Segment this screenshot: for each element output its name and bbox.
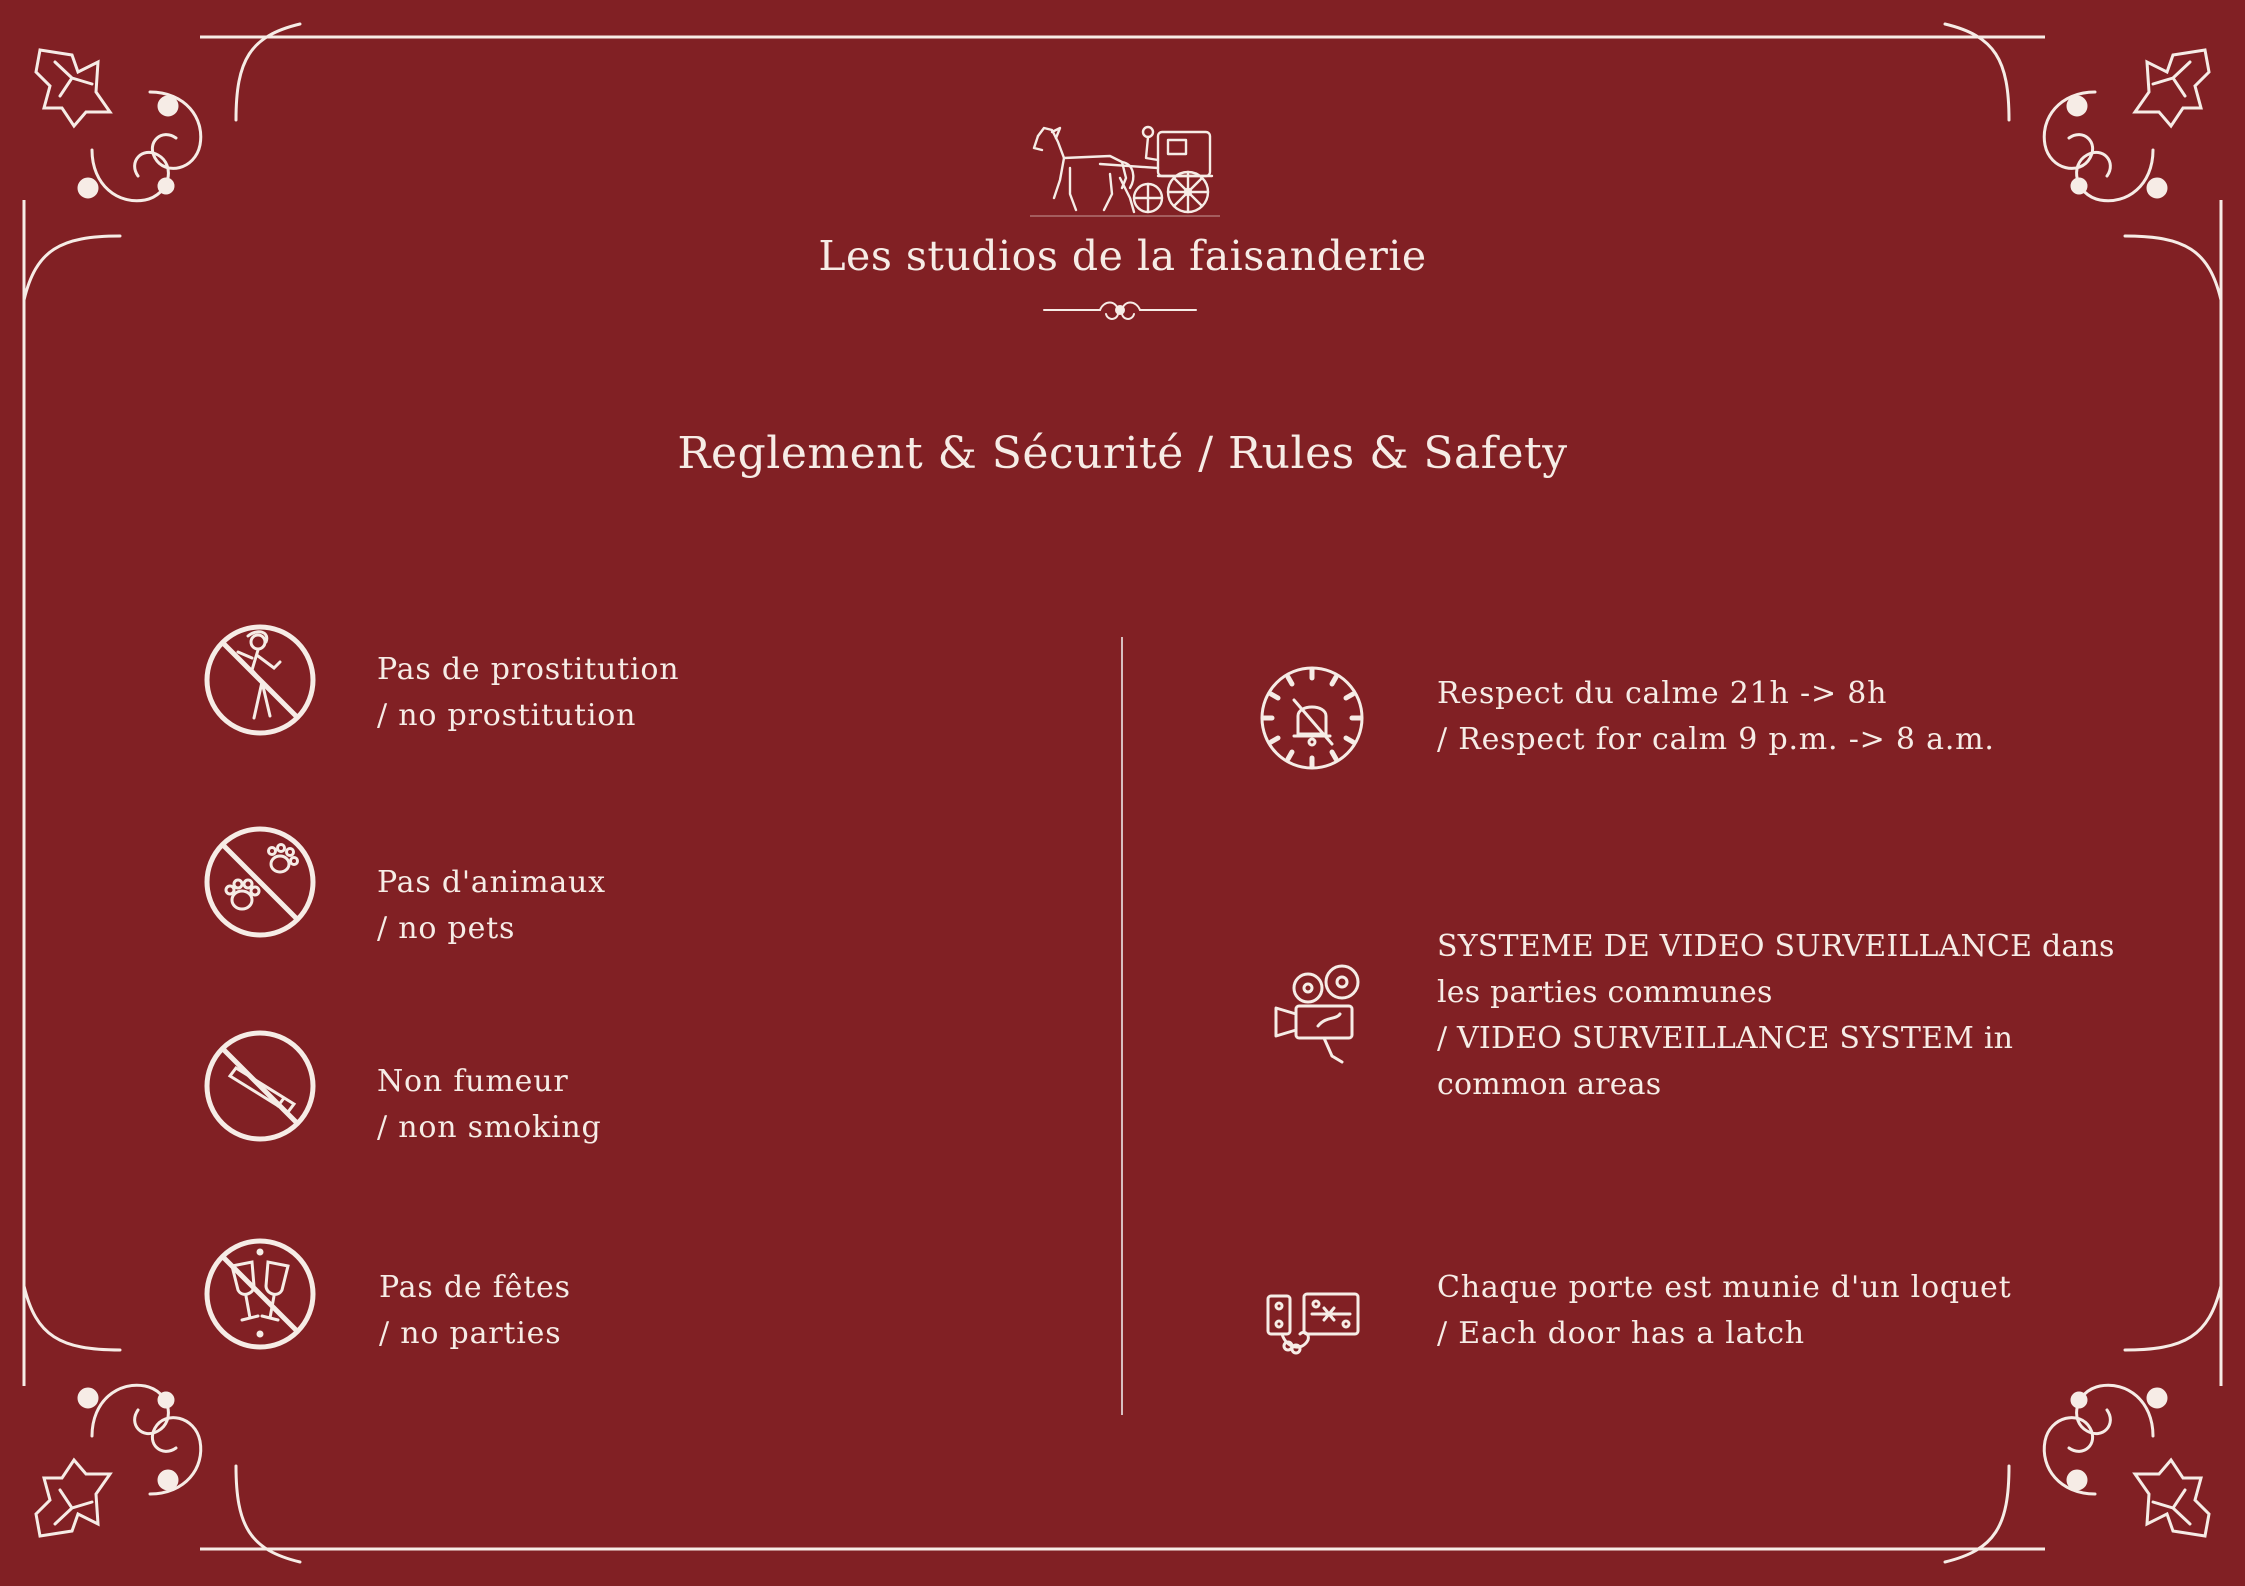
- rule-text-en: / no prostitution: [377, 698, 637, 733]
- rule-text-fr: Pas de fêtes: [379, 1270, 571, 1305]
- rule-text-fr: SYSTEME DE VIDEO SURVEILLANCE dans les parties communes: [1437, 929, 2115, 1010]
- rule-text-fr: Pas d'animaux: [377, 865, 606, 900]
- page-title: Reglement & Sécurité / Rules & Safety: [677, 428, 1568, 479]
- no-prostitution-icon: [202, 622, 318, 738]
- rule-text-en: / VIDEO SURVEILLANCE SYSTEM in common areas: [1437, 1021, 2014, 1102]
- rule-text-fr: Chaque porte est munie d'un loquet: [1437, 1270, 2012, 1305]
- horse-carriage-icon: [1030, 118, 1220, 218]
- rule-text-en: / non smoking: [377, 1110, 602, 1145]
- ornamental-flourish-icon: [1040, 292, 1200, 332]
- no-smoking-icon: [202, 1028, 318, 1144]
- rule-text-fr: Pas de prostitution: [377, 652, 680, 687]
- rule-text-en: / Each door has a latch: [1437, 1316, 1805, 1351]
- no-parties-icon: [202, 1236, 318, 1352]
- rule-text-fr: Non fumeur: [377, 1064, 569, 1099]
- rule-text-en: / no pets: [377, 911, 516, 946]
- rule-text-fr: Respect du calme 21h -> 8h: [1437, 676, 1888, 711]
- video-camera-icon: [1272, 964, 1364, 1068]
- rule-text-en: / Respect for calm 9 p.m. -> 8 a.m.: [1437, 722, 1995, 757]
- no-pets-icon: [202, 824, 318, 940]
- brand-name: Les studios de la faisanderie: [818, 232, 1427, 280]
- quiet-hours-clock-icon: [1258, 664, 1366, 772]
- rule-text-en: / no parties: [379, 1316, 562, 1351]
- door-latch-icon: [1264, 1288, 1362, 1356]
- column-divider: [1121, 637, 1123, 1415]
